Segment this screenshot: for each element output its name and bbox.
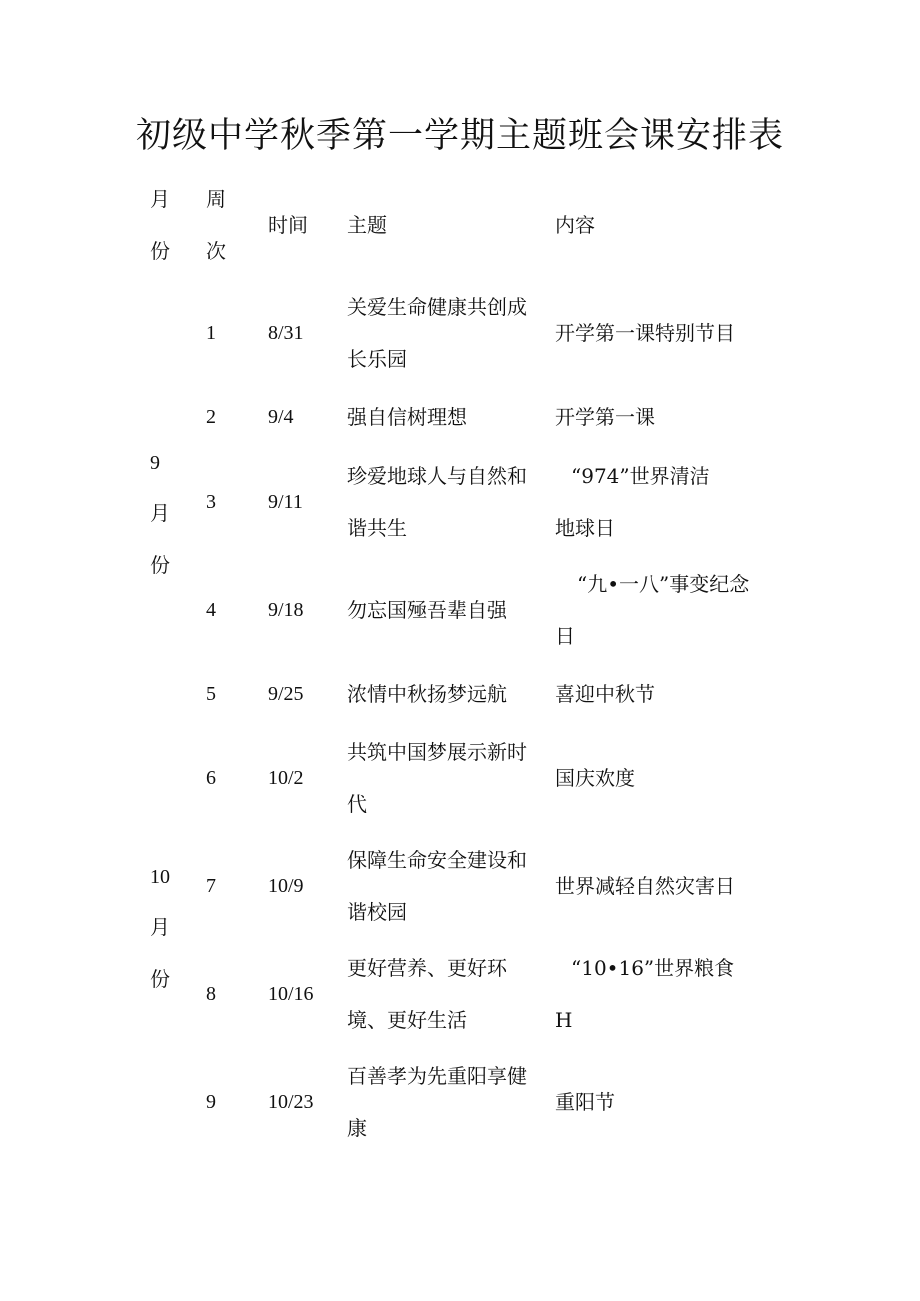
month-label-line: 9 <box>150 452 160 474</box>
content-cell: 世界减轻自然灾害日 <box>555 874 735 898</box>
week-cell: 8 <box>206 983 216 1005</box>
header-time: 时间 <box>268 213 308 237</box>
theme-cell: 关爱生命健康共创成长乐园 <box>347 295 527 371</box>
header-week-line2: 次 <box>206 239 226 263</box>
time-cell: 10/2 <box>268 767 304 789</box>
week-cell: 3 <box>206 491 216 513</box>
content-cell: “10•16”世界粮食H <box>555 956 735 1032</box>
theme-cell: 共筑中国梦展示新时代 <box>347 740 527 816</box>
month-label-line: 份 <box>150 553 170 577</box>
theme-cell: 保障生命安全建设和谐校园 <box>347 848 527 924</box>
week-cell: 4 <box>206 599 216 621</box>
content-cell: “974”世界清洁地球日 <box>555 464 710 540</box>
month-label-line: 月 <box>150 501 170 525</box>
document-title: 初级中学秋季第一学期主题班会课安排表 <box>135 116 784 156</box>
month-label-line: 10 <box>150 866 170 888</box>
theme-cell: 百善孝为先重阳享健康 <box>347 1064 527 1140</box>
week-cell: 1 <box>206 322 216 344</box>
time-cell: 9/18 <box>268 599 304 621</box>
header-week-line1: 周 <box>206 187 226 211</box>
header-content: 内容 <box>555 213 595 237</box>
time-cell: 8/31 <box>268 322 304 344</box>
month-label-line: 月 <box>150 915 170 939</box>
month-label-line: 份 <box>150 967 170 991</box>
time-cell: 10/9 <box>268 875 304 897</box>
theme-cell: 勿忘国殛吾辈自强 <box>347 598 507 622</box>
header-month-line2: 份 <box>150 239 170 263</box>
time-cell: 9/4 <box>268 406 294 428</box>
content-cell: 重阳节 <box>555 1090 615 1114</box>
content-cell: 开学第一课 <box>555 405 655 429</box>
theme-cell: 浓情中秋扬梦远航 <box>347 682 507 706</box>
time-cell: 10/23 <box>268 1091 314 1113</box>
week-cell: 7 <box>206 875 216 897</box>
week-cell: 6 <box>206 767 216 789</box>
time-cell: 9/25 <box>268 683 304 705</box>
content-cell: “九•一八”事变纪念日 <box>555 572 750 648</box>
content-cell: 喜迎中秋节 <box>555 682 655 706</box>
time-cell: 9/11 <box>268 491 303 513</box>
time-cell: 10/16 <box>268 983 314 1005</box>
theme-cell: 强自信树理想 <box>347 405 467 429</box>
content-cell: 国庆欢度 <box>555 766 635 790</box>
week-cell: 9 <box>206 1091 216 1113</box>
theme-cell: 珍爱地球人与自然和谐共生 <box>347 464 527 540</box>
week-cell: 2 <box>206 406 216 428</box>
week-cell: 5 <box>206 683 216 705</box>
content-cell: 开学第一课特别节目 <box>555 321 735 345</box>
header-month-line1: 月 <box>150 187 170 211</box>
header-theme: 主题 <box>347 213 387 237</box>
theme-cell: 更好营养、更好环境、更好生活 <box>347 956 507 1032</box>
